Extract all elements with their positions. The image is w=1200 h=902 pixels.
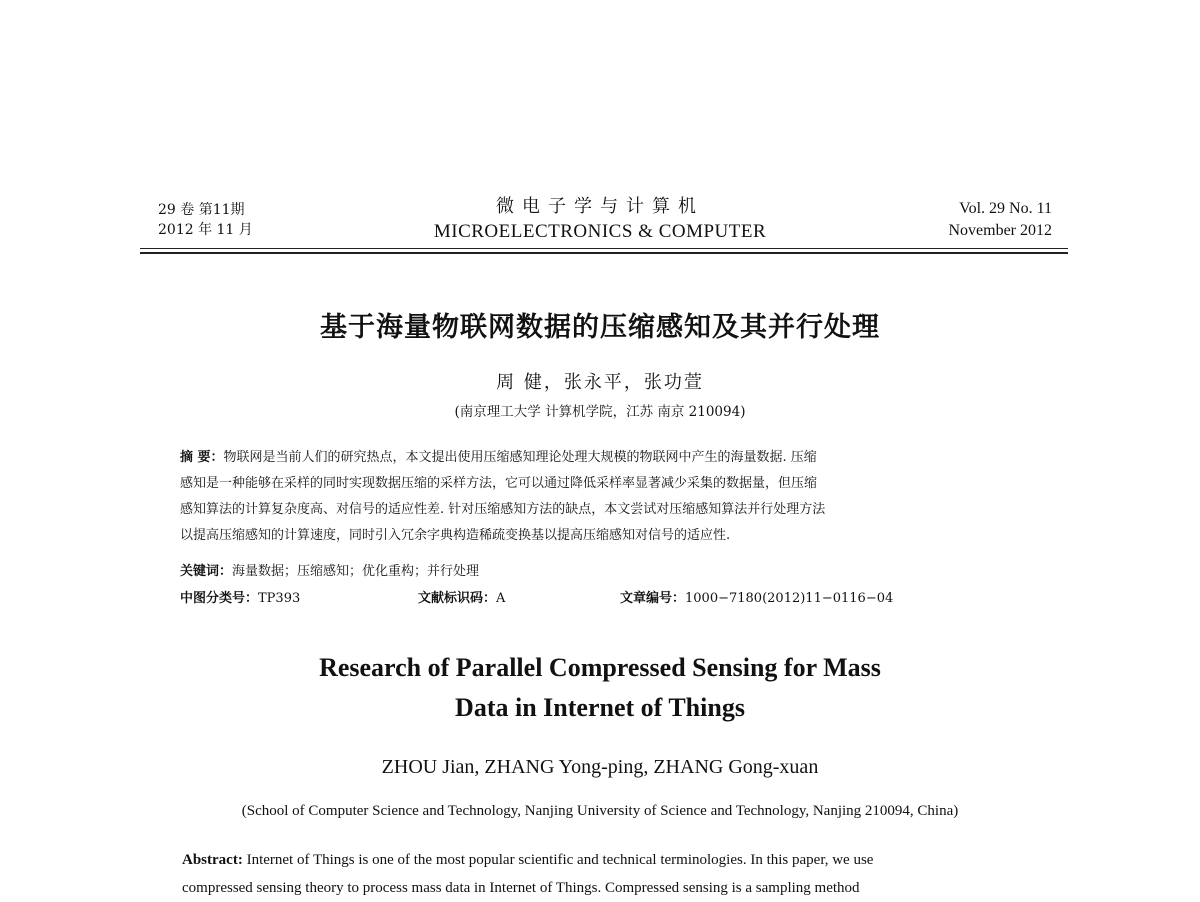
volume-issue-cn: 29 卷 第11期	[158, 202, 245, 218]
authors-en: ZHOU Jian, ZHANG Yong-ping, ZHANG Gong-xuan	[381, 756, 819, 778]
classification-number: 中图分类号：TP393	[180, 591, 301, 606]
article-number: 文章编号：1000−7180(2012)11−0116−04	[620, 591, 894, 606]
paper-title-en-line: Research of Parallel Compressed Sensing for Mass	[319, 653, 881, 682]
abstract-en-line: compressed sensing theory to process mass data in Internet of Things. Compressed sensing is a sampling method	[182, 880, 860, 896]
date-cn: 2012 年 11 月	[158, 222, 253, 238]
affiliation-en: (School of Computer Science and Technology, Nanjing University of Science and Technology, Nanjing 210094, China)	[241, 803, 959, 819]
abstract-cn-line: 以提高压缩感知的计算速度，同时引入冗余字典构造稀疏变换基以提高压缩感知对信号的适应性.	[180, 528, 731, 543]
paper-title-cn: 基于海量物联网数据的压缩感知及其并行处理	[320, 312, 880, 343]
abstract-en-label: Abstract:	[182, 852, 243, 868]
volume-issue-en: Vol. 29 No. 11	[959, 200, 1052, 217]
issue-info	[158, 200, 253, 240]
affiliation-cn: (南京理工大学 计算机学院，江苏 南京 210094)	[454, 404, 746, 420]
authors-cn: 周 健，张永平，张功萱	[496, 372, 704, 393]
abstract-cn-line: 摘 要：物联网是当前人们的研究热点，本文提出使用压缩感知理论处理大规模的物联网中产生的海量数据. 压缩	[180, 450, 817, 465]
journal-name-cn: 微电子学与计算机	[496, 196, 704, 217]
abstract-cn-label: 摘 要：	[180, 450, 224, 465]
paper-title-en	[0, 648, 1200, 728]
header-rule-thick	[140, 252, 1068, 254]
header-rule-thin	[140, 248, 1068, 249]
date-en: November 2012	[948, 222, 1052, 239]
journal-name	[400, 195, 800, 245]
abstract-cn-line: 感知算法的计算复杂度高、对信号的适应性差. 针对压缩感知方法的缺点，本文尝试对压缩感知算法并行处理方法	[180, 502, 826, 517]
abstract-cn-line: 感知是一种能够在采样的同时实现数据压缩的采样方法，它可以通过降低采样率显著减少采集的数据量，但压缩	[180, 476, 818, 491]
keywords-cn	[180, 563, 479, 581]
abstract-cn	[180, 445, 1030, 549]
journal-name-en: MICROELECTRONICS & COMPUTER	[433, 221, 767, 242]
keywords-cn-label: 关键词：	[180, 564, 233, 579]
document-code: 文献标识码：A	[418, 591, 506, 606]
keywords-cn-text: 海量数据；压缩感知；优化重构；并行处理	[232, 564, 480, 579]
abstract-en-line: Abstract: Internet of Things is one of the most popular scientific and technical terminologies. In this paper, we use	[182, 852, 874, 868]
abstract-en	[182, 846, 1032, 902]
issue-info-en	[948, 198, 1052, 242]
paper-title-en-line: Data in Internet of Things	[455, 693, 745, 722]
